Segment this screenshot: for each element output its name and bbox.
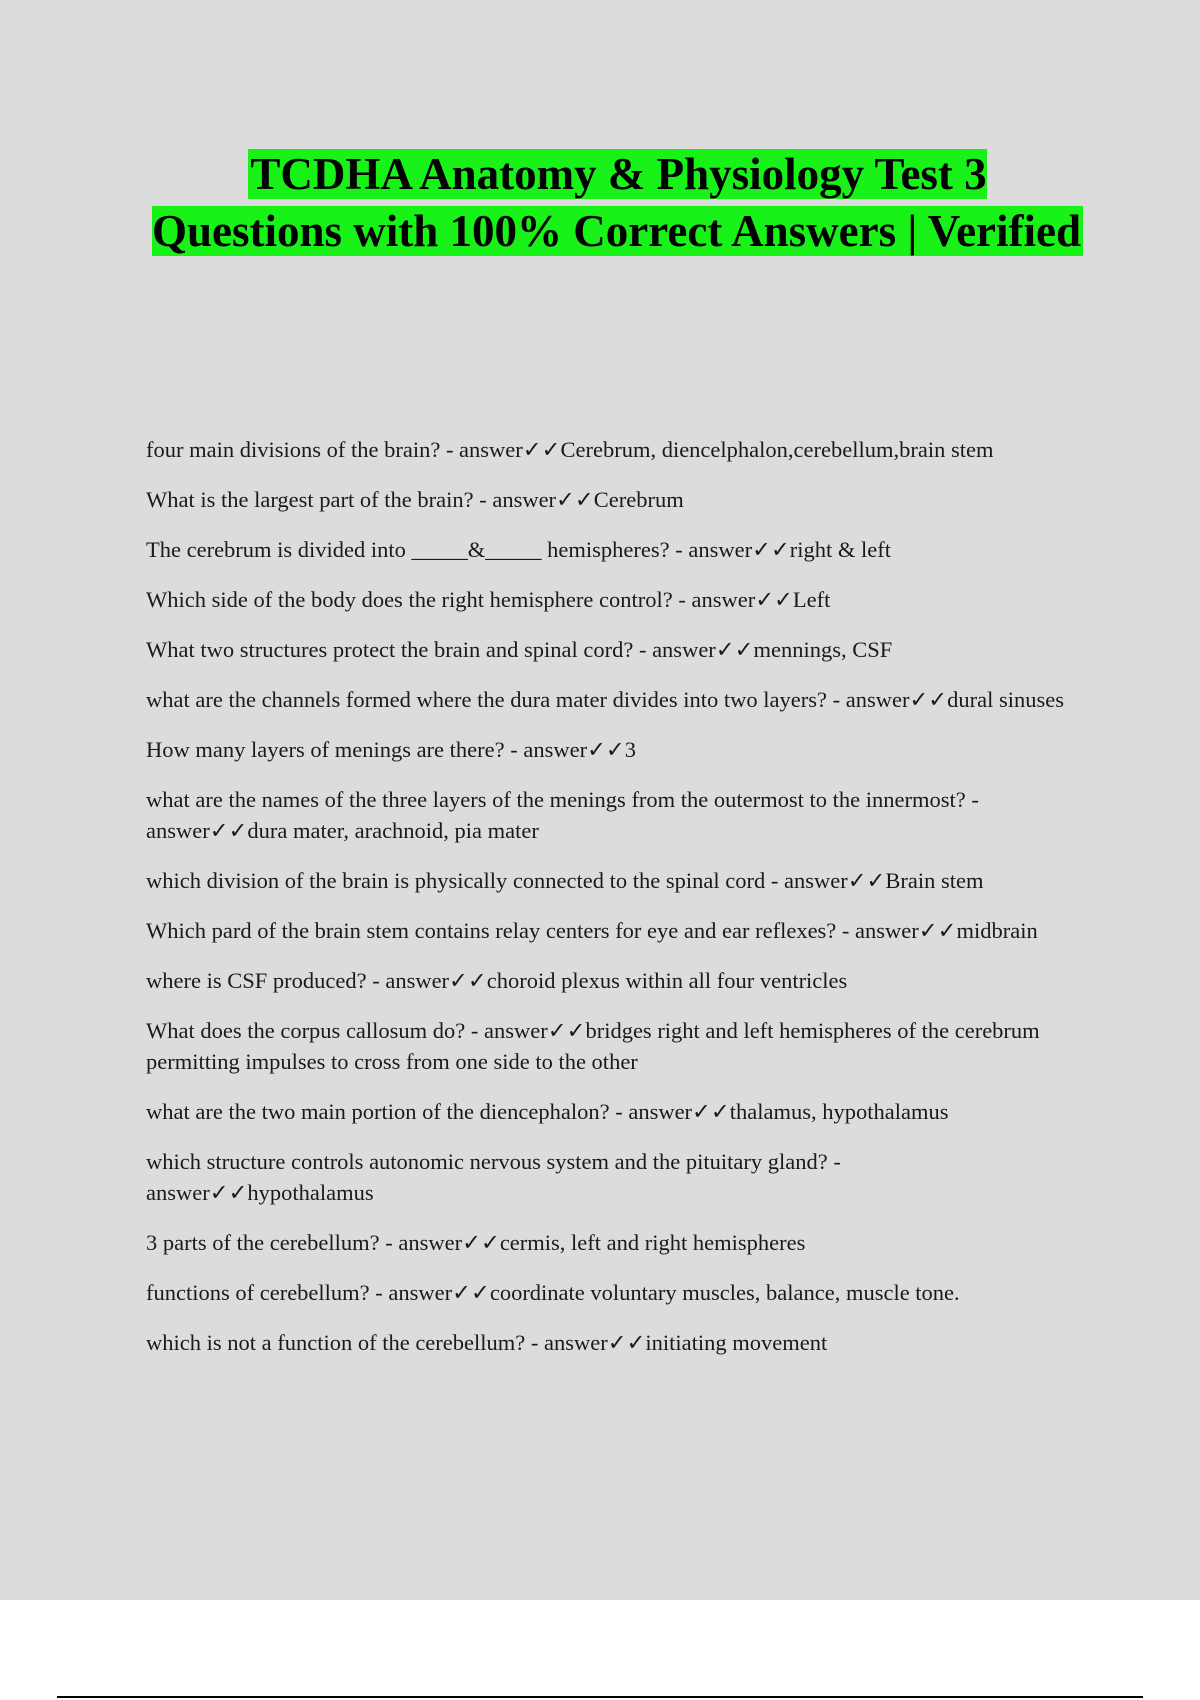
document-title-block xyxy=(150,146,1085,260)
qa-list xyxy=(146,434,1066,1377)
qa-item: What is the largest part of the brain? - answer✓✓Cerebrum xyxy=(146,487,684,512)
qa-item: Which side of the body does the right hemisphere control? - answer✓✓Left xyxy=(146,587,831,612)
qa-item: What does the corpus callosum do? - answer✓✓bridges right and left hemispheres of the cerebrum permitting impulses to cross from one side to the other xyxy=(146,1018,1040,1074)
qa-item: what are the names of the three layers of the menings from the outermost to the innermost? - answer✓✓dura mater, arachnoid, pia mater xyxy=(146,787,979,843)
qa-item: The cerebrum is divided into _____&_____ hemispheres? - answer✓✓right & left xyxy=(146,537,892,562)
qa-item: which is not a function of the cerebellum? - answer✓✓initiating movement xyxy=(146,1330,828,1355)
qa-item: which division of the brain is physically connected to the spinal cord - answer✓✓Brain stem xyxy=(146,868,984,893)
qa-item: What two structures protect the brain and spinal cord? - answer✓✓mennings, CSF xyxy=(146,637,893,662)
qa-item: where is CSF produced? - answer✓✓choroid plexus within all four ventricles xyxy=(146,968,848,993)
qa-item: what are the channels formed where the dura mater divides into two layers? - answer✓✓dural sinuses xyxy=(146,687,1065,712)
qa-item: functions of cerebellum? - answer✓✓coordinate voluntary muscles, balance, muscle tone. xyxy=(146,1280,960,1305)
qa-item: which structure controls autonomic nervous system and the pituitary gland? - answer✓✓hypothalamus xyxy=(146,1149,841,1205)
bottom-divider xyxy=(57,1696,1143,1698)
qa-item: what are the two main portion of the diencephalon? - answer✓✓thalamus, hypothalamus xyxy=(146,1099,949,1124)
qa-item: Which pard of the brain stem contains relay centers for eye and ear reflexes? - answer✓✓midbrain xyxy=(146,918,1038,943)
document-title: TCDHA Anatomy & Physiology Test 3 Questions with 100% Correct Answers | Verified xyxy=(151,149,1082,256)
qa-item: How many layers of menings are there? - answer✓✓3 xyxy=(146,737,637,762)
qa-item: four main divisions of the brain? - answer✓✓Cerebrum, diencelphalon,cerebellum,brain stem xyxy=(146,437,994,462)
qa-item: 3 parts of the cerebellum? - answer✓✓cermis, left and right hemispheres xyxy=(146,1230,806,1255)
